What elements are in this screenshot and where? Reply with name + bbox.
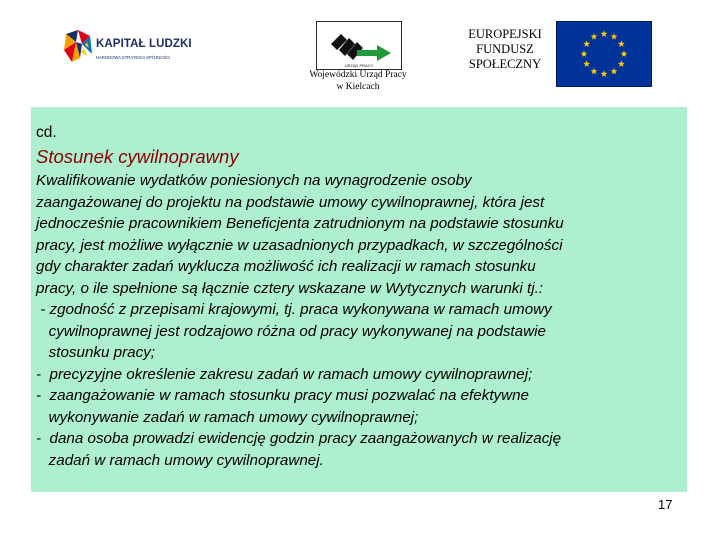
body-line: - precyzyjne określenie zakresu zadań w ramach umowy cywilnoprawnej; xyxy=(36,365,533,383)
body-line: pracy, o ile spełnione są łącznie cztery wskazane w Wytycznych warunki tj.: xyxy=(36,279,544,297)
body-line: zaangażowanej do projektu na podstawie umowy cywilnoprawnej, która jest xyxy=(36,193,545,211)
eu-star-icon xyxy=(591,33,598,40)
wup-logo-label: URZĄD PRACY xyxy=(344,63,374,68)
eu-fund-line: FUNDUSZ xyxy=(476,42,534,56)
wup-logo xyxy=(316,21,402,70)
body-text xyxy=(36,170,564,471)
eu-star-icon xyxy=(618,40,625,47)
body-line: gdy charakter zadań wyklucza możliwość ich realizacji w ramach stosunku xyxy=(36,258,536,275)
eu-star-icon xyxy=(611,68,618,75)
eu-star-icon xyxy=(618,60,625,67)
body-line: - zgodność z przepisami krajowymi, tj. praca wykonywana w ramach umowy xyxy=(36,301,552,318)
kapital-ludzki-subtitle: NARODOWA STRATEGIA SPÓJNOŚCI xyxy=(96,55,171,60)
eu-fund-line: SPOŁECZNY xyxy=(468,57,542,71)
eu-flag-icon xyxy=(556,21,652,87)
body-line: zadań w ramach umowy cywilnoprawnej. xyxy=(36,451,324,469)
body-line: wykonywanie zadań w ramach umowy cywilnoprawnej; xyxy=(36,408,419,426)
eu-star-icon xyxy=(591,68,598,75)
kapital-ludzki-emblem-icon xyxy=(62,28,96,68)
eu-star-icon xyxy=(601,70,608,77)
eu-star-icon xyxy=(583,40,590,47)
wup-caption-line: w Kielcach xyxy=(336,81,380,92)
eu-star-icon xyxy=(621,50,628,57)
eu-stars-icon xyxy=(557,22,651,86)
eu-star-icon xyxy=(581,50,588,57)
body-line: jednocześnie pracownikiem Beneficjenta zatrudnionym na podstawie stosunku xyxy=(36,215,564,232)
body-line: pracy, jest możliwe wyłącznie w uzasadnionych przypadkach, w szczególności xyxy=(36,236,563,254)
wup-caption xyxy=(296,70,420,93)
eu-star-icon xyxy=(611,33,618,40)
body-line: - zaangażowanie w ramach stosunku pracy musi pozwalać na efektywne xyxy=(36,387,529,404)
eu-star-icon xyxy=(601,30,608,37)
wup-caption-line: Wojewódzki Urząd Pracy xyxy=(309,70,407,80)
wup-people-arrow-icon xyxy=(317,22,401,69)
eu-star-icon xyxy=(583,60,590,67)
body-line: Kwalifikowanie wydatków poniesionych na wynagrodzenie osoby xyxy=(36,172,472,189)
section-heading: Stosunek cywilnoprawny xyxy=(36,146,239,167)
page-number: 17 xyxy=(658,497,673,512)
continuation-label: cd. xyxy=(36,124,57,141)
body-line: stosunku pracy; xyxy=(36,344,156,361)
body-line: - dana osoba prowadzi ewidencję godzin pracy zaangażowanych w realizację xyxy=(36,430,562,447)
kapital-ludzki-title: KAPITAŁ LUDZKI xyxy=(96,38,192,50)
eu-fund-line: EUROPEJSKI xyxy=(468,27,542,41)
kapital-ludzki-logo xyxy=(62,24,212,74)
eu-fund-label xyxy=(445,27,565,72)
body-line: cywilnoprawnej jest rodzajowo różna od pracy wykonywanej na podstawie xyxy=(36,322,546,340)
